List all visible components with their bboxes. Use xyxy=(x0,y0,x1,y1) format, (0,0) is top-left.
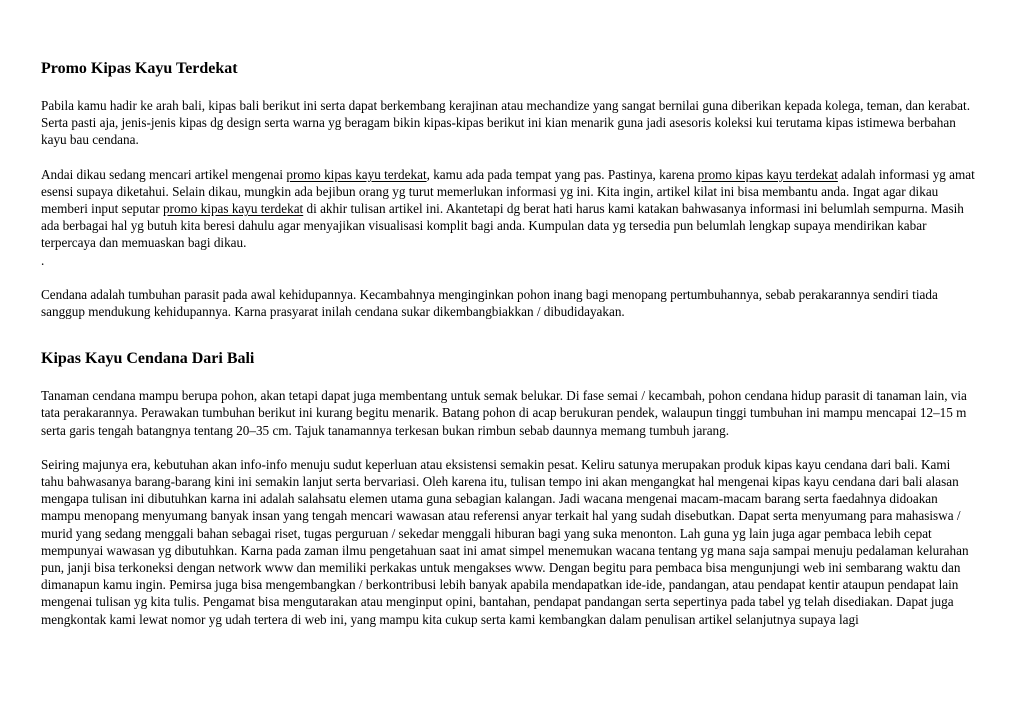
text-run: , kamu ada pada tempat yang pas. Pastinya, karena xyxy=(426,166,698,182)
paragraph-intro: Pabila kamu hadir ke arah bali, kipas bali berikut ini serta dapat berkembang kerajinan atau mechandize yang sangat bernilai guna diberikan kepada kolega, teman, dan kerabat. Serta pasti aja, jenis-jenis kipas dg design serta warna yg beragam bikin kipas-kipas berikut ini kian menarik guna jadi asesoris koleksi kui terutama kipas istimewa berbahan kayu bau cendana. xyxy=(41,98,970,148)
spacer xyxy=(41,269,976,286)
spacer xyxy=(41,80,976,97)
paragraph-seiring: Seiring majunya era, kebutuhan akan info-info menuju sudut keperluan atau eksistensi semakin pesat. Keliru satunya merupakan produk kipas kayu cendana dari bali. Kami tahu bahwasanya barang-barang kini ini semakin lanjut serta bervariasi. Oleh karena itu, tulisan tempo ini akan mengangkat hal mengenai kipas kayu cendana dari bali alasan mengapa tulisan ini dibutuhkan karna ini adalah salahsatu elemen utama guna sebagian kalangan. Jadi wacana mengenai macam-macam barang serta faedahnya didoakan mampu menopang menyumang banyak insan yang tengah mencari wawasan atau referensi anyar terkait hal yang sudah disebutkan. Dapat serta menyumang para mahasiswa / murid yang sedang menggali bahan sebagai riset, tugas perguruan / sekedar menggali hiburan bagi yang suka menonton. Lah guna yg lain juga agar pembaca lebih cepat mempunyai wawasan yg dibutuhkan. Karna pada zaman ilmu pengetahuan saat ini amat simpel menemukan wacana tentang yg mana saja sampai menuju pedalaman kelurahan pun, janji bisa terkoneksi dengan network www dan memiliki perkakas untuk mengakses www. Dengan begitu para pembaca bisa mengunjungi web ini sembarang waktu dan dimanapun kamu ingin. Pemirsa juga bisa mengembangkan / berkontribusi lebih banyak apabila mendapatkan ide-ide, pandangan, atau pendapat kentir ataupun pendapat lain mengenai tulisan yg kita tulis. Pengamat bisa mengutarakan atau menginput opini, bantahan, pendapat pandangan serta sepertinya pada tabel yg telah disediakan. Dapat juga mengkontak kami lewat nomor yg udah tertera di web ini, yang mampu kita cukup serta kami kembangkan dalam penulisan artikel selanjutnya supaya lagi xyxy=(41,456,969,627)
spacer xyxy=(41,320,976,348)
spacer xyxy=(41,149,976,166)
article-page xyxy=(41,58,976,628)
keyword-link-2[interactable]: promo kipas kayu terdekat xyxy=(697,166,838,182)
paragraph-tanaman: Tanaman cendana mampu berupa pohon, akan tetapi dapat juga membentang untuk semak belukar. Di fase semai / kecambah, pohon cendana hidup parasit di tanaman lain, via tata perakarannya. Perawakan tumbuhan berikut ini kurang begitu menarik. Batang pohon di acap berukuran pendek, walaupun tinggi tumbuhan ini mampu mencapai 12–15 m serta garis tengah batangnya tentang 20–35 cm. Tajuk tanamannya terkesan bukan rimbun sebab daunnya memang tumbuh jarang. xyxy=(41,388,967,438)
text-run: adalah informasi yg amat esensi supaya diketahui. Selain dikau, mungkin ada bejibun orang yg turut memerlukan informasi yg ini. Kita ingin, artikel kilat ini bisa membantu anda. Ingat agar dikau memberi input seputar xyxy=(41,166,975,217)
section-title-promo: Promo Kipas Kayu Terdekat xyxy=(41,60,238,77)
section-title-kipas-cendana: Kipas Kayu Cendana Dari Bali xyxy=(41,350,255,368)
text-run: di akhir tulisan artikel ini. Akantetapi dg berat hati harus kami katakan bahwasanya informasi ini belumlah sempurna. Masih ada berbagai hal yg butuh kita beresi dahulu agar menyajikan visualisasi komplit bagi anda. Kumpulan data yg tersedia pun belumlah lengkap supaya mendirikan kabar terpercaya dan memuaskan bagi dikau. xyxy=(41,201,964,251)
paragraph-search-info xyxy=(41,166,976,252)
text-run: Andai dikau sedang mencari artikel mengenai xyxy=(41,166,287,182)
keyword-link-3[interactable]: promo kipas kayu terdekat xyxy=(162,201,304,217)
spacer xyxy=(41,370,976,387)
keyword-link-1[interactable]: promo kipas kayu terdekat xyxy=(286,166,427,182)
paragraph-cendana: Cendana adalah tumbuhan parasit pada awal kehidupannya. Kecambahnya menginginkan pohon inang bagi menopang pertumbuhannya, sebab perakarannya sendiri tiada sanggup mendukung kehidupannya. Karna prasyarat inilah cendana sukar dikembangbiakkan / dibudidayakan. xyxy=(41,286,938,320)
dot-line: . xyxy=(41,252,45,268)
spacer xyxy=(41,439,976,456)
